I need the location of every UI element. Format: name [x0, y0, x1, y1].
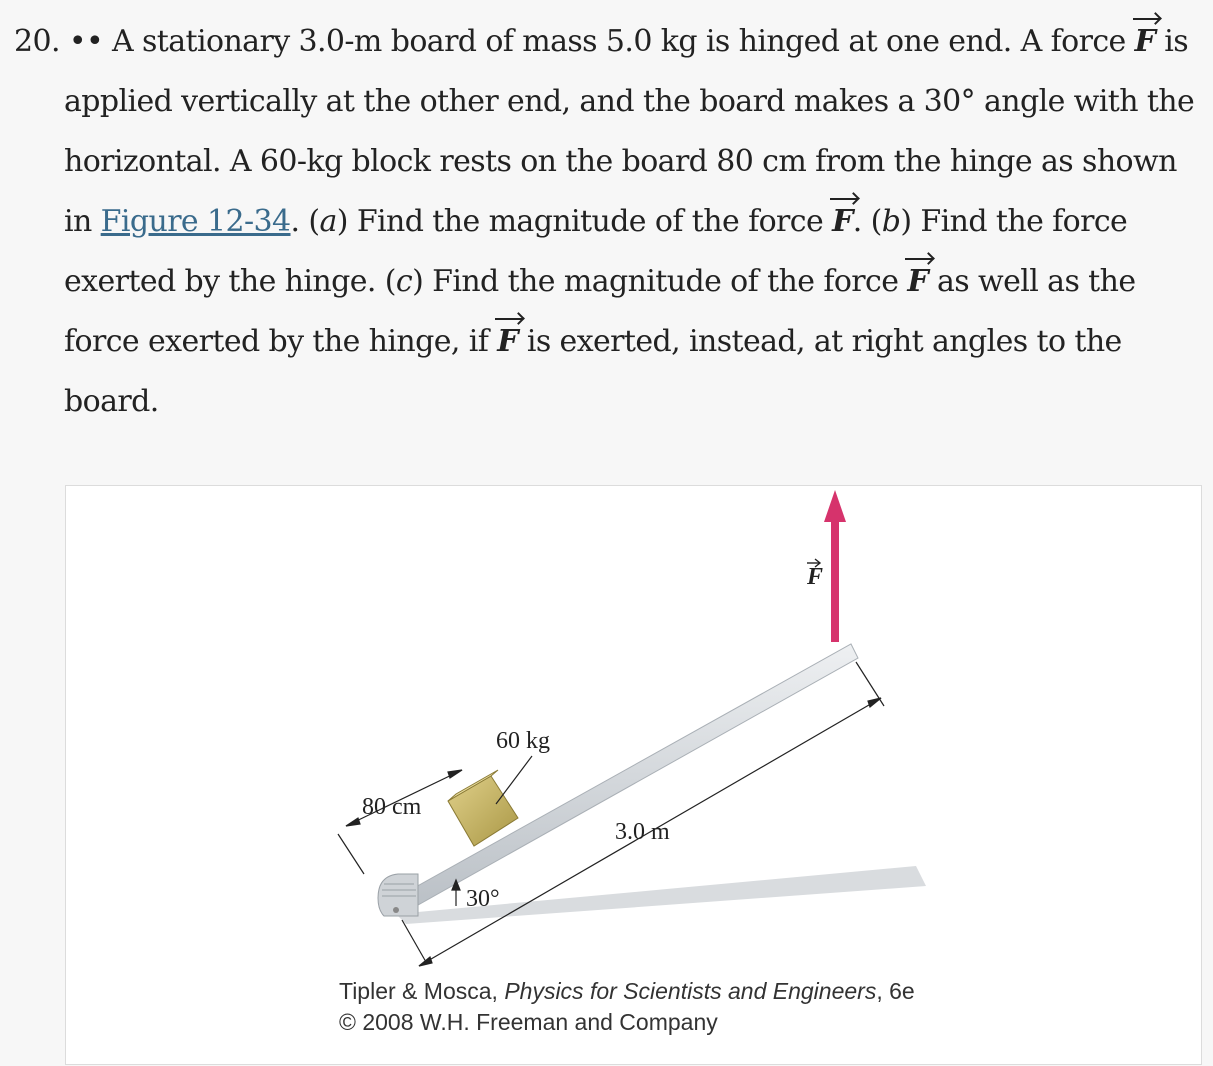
board — [396, 644, 858, 914]
problem-text: A stationary 3.0-m board of mass 5.0 kg is hinged at one end. A force — [112, 24, 1135, 59]
force-arrow — [824, 490, 846, 642]
angle-label: 30° — [466, 886, 500, 912]
credit-authors: Tipler & Mosca, — [339, 978, 505, 1004]
credit-book-title: Physics for Scientists and Engineers — [504, 978, 877, 1004]
figure-12-34 — [65, 485, 1202, 1065]
part-label-c: c — [395, 264, 413, 299]
problem-text: ) Find the force exerted by the hinge. ( — [64, 204, 1128, 299]
distance-label: 80 cm — [362, 794, 422, 820]
problem-text: is — [1155, 24, 1189, 59]
length-label: 3.0 m — [615, 819, 670, 845]
block-leader-line — [496, 756, 532, 804]
figure-link[interactable]: Figure 12-34 — [100, 204, 291, 239]
hinge — [378, 874, 418, 916]
block-60kg — [448, 770, 518, 846]
problem-text: . ( — [852, 204, 882, 239]
block-label: 60 kg — [496, 728, 550, 754]
problem-text: applied vertically at the other end, and the board makes a 30° angle with the horizontal. A 60-kg block rests on the board 80 cm from the hinge as shown in — [64, 84, 1195, 239]
force-label: F — [807, 564, 824, 590]
problem-text: as well as the force exerted by the hinge, if — [64, 264, 1136, 359]
problem-number: 20. — [14, 24, 60, 59]
force-vector-symbol: F — [1135, 12, 1156, 72]
problem-text: ) Find the magnitude of the force — [336, 204, 833, 239]
distance-dimension — [338, 770, 462, 874]
problem-body — [64, 72, 1204, 432]
credit-edition: , 6e — [876, 978, 915, 1004]
problem-first-line — [14, 12, 1188, 72]
problem-text: . ( — [290, 204, 320, 239]
part-label-a: a — [319, 204, 337, 239]
difficulty-dots: •• — [68, 24, 104, 59]
credit-line-2: © 2008 W.H. Freeman and Company — [339, 1009, 718, 1035]
force-vector-symbol: F — [497, 312, 518, 372]
force-vector-symbol: F — [907, 252, 928, 312]
credit-line-1 — [339, 976, 915, 1007]
problem-text: is exerted, instead, at right angles to the board. — [64, 324, 1122, 419]
figure-credit — [339, 976, 915, 1038]
problem-text: ) Find the magnitude of the force — [412, 264, 908, 299]
part-label-b: b — [881, 204, 901, 239]
force-vector-symbol: F — [832, 192, 853, 252]
